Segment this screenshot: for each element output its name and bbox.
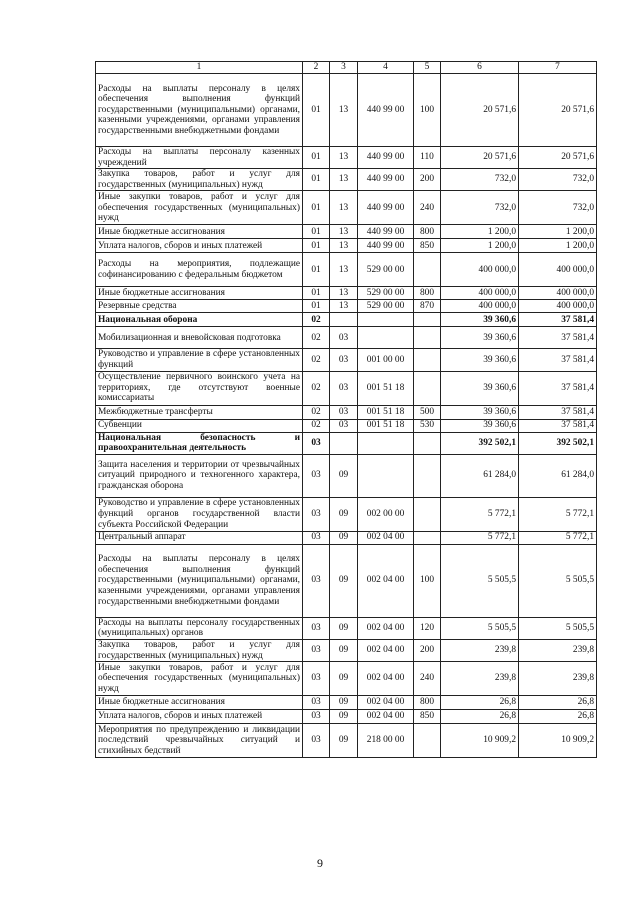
header-cell: 4 <box>358 62 414 74</box>
amount-col6: 5 772,1 <box>441 497 519 531</box>
amount-col6: 26,8 <box>441 696 519 710</box>
section-code: 03 <box>303 710 330 724</box>
subsection-code: 13 <box>330 191 358 225</box>
row-name: Мероприятия по предупреждению и ликвидации последствий чрезвычайных ситуаций и стихийных бедствий <box>96 724 303 758</box>
row-name: Расходы на выплаты персоналу государственных (муниципальных) органов <box>96 617 303 639</box>
row-name: Субвенции <box>96 419 303 432</box>
subsection-code: 13 <box>330 147 358 169</box>
target-article-code: 440 99 00 <box>358 169 414 191</box>
header-cell: 7 <box>519 62 597 74</box>
row-name: Расходы на выплаты персоналу казенных учреждений <box>96 147 303 169</box>
section-code: 03 <box>303 544 330 617</box>
amount-col7: 5 772,1 <box>519 531 597 544</box>
subsection-code: 13 <box>330 225 358 239</box>
amount-col7: 37 581,4 <box>519 371 597 405</box>
section-code: 01 <box>303 239 330 253</box>
subsection-code: 09 <box>330 724 358 758</box>
table-row <box>96 724 597 758</box>
row-name: Закупка товаров, работ и услуг для государственных (муниципальных) нужд <box>96 169 303 191</box>
row-name: Межбюджетные трансферты <box>96 405 303 419</box>
subsection-code: 09 <box>330 454 358 497</box>
amount-col6: 239,8 <box>441 639 519 661</box>
target-article-code: 440 99 00 <box>358 239 414 253</box>
target-article-code: 002 04 00 <box>358 544 414 617</box>
table-row <box>96 313 597 327</box>
expense-type-code: 800 <box>414 225 441 239</box>
target-article-code: 529 00 00 <box>358 300 414 313</box>
subsection-code <box>330 432 358 454</box>
row-name: Национальная безопасность и правоохранительная деятельность <box>96 432 303 454</box>
amount-col7: 26,8 <box>519 710 597 724</box>
target-article-code: 440 99 00 <box>358 191 414 225</box>
row-name: Национальная оборона <box>96 313 303 327</box>
amount-col6: 39 360,6 <box>441 313 519 327</box>
table-row <box>96 405 597 419</box>
expense-type-code: 500 <box>414 405 441 419</box>
section-code: 02 <box>303 371 330 405</box>
amount-col6: 20 571,6 <box>441 147 519 169</box>
expense-type-code <box>414 531 441 544</box>
table-row <box>96 300 597 313</box>
subsection-code: 13 <box>330 300 358 313</box>
row-name: Резервные средства <box>96 300 303 313</box>
subsection-code: 03 <box>330 405 358 419</box>
amount-col6: 10 909,2 <box>441 724 519 758</box>
row-name: Осуществление первичного воинского учета на территориях, где отсутствуют военные комиссариаты <box>96 371 303 405</box>
row-name: Иные бюджетные ассигнования <box>96 225 303 239</box>
target-article-code: 001 51 18 <box>358 419 414 432</box>
section-code: 03 <box>303 662 330 696</box>
expense-type-code: 800 <box>414 696 441 710</box>
amount-col6: 61 284,0 <box>441 454 519 497</box>
table-row <box>96 617 597 639</box>
section-code: 01 <box>303 225 330 239</box>
subsection-code: 03 <box>330 419 358 432</box>
table-row <box>96 239 597 253</box>
amount-col6: 732,0 <box>441 191 519 225</box>
expense-type-code: 100 <box>414 74 441 147</box>
amount-col6: 5 505,5 <box>441 617 519 639</box>
row-name: Иные закупки товаров, работ и услуг для обеспечения государственных (муниципальных) нужд <box>96 662 303 696</box>
section-code: 02 <box>303 327 330 349</box>
row-name: Иные закупки товаров, работ и услуг для обеспечения государственных (муниципальных) нужд <box>96 191 303 225</box>
section-code: 02 <box>303 313 330 327</box>
target-article-code: 529 00 00 <box>358 253 414 287</box>
expense-type-code: 850 <box>414 710 441 724</box>
amount-col6: 39 360,6 <box>441 349 519 371</box>
subsection-code: 09 <box>330 662 358 696</box>
table-row <box>96 147 597 169</box>
target-article-code: 002 04 00 <box>358 662 414 696</box>
section-code: 01 <box>303 300 330 313</box>
section-code: 02 <box>303 419 330 432</box>
subsection-code: 13 <box>330 253 358 287</box>
expense-type-code <box>414 371 441 405</box>
amount-col6: 732,0 <box>441 169 519 191</box>
amount-col6: 5 505,5 <box>441 544 519 617</box>
expense-type-code: 240 <box>414 662 441 696</box>
expense-type-code: 120 <box>414 617 441 639</box>
table-row <box>96 287 597 300</box>
subsection-code: 09 <box>330 710 358 724</box>
section-code: 01 <box>303 74 330 147</box>
table-row <box>96 454 597 497</box>
section-code: 03 <box>303 724 330 758</box>
expense-type-code <box>414 724 441 758</box>
budget-table <box>95 61 597 758</box>
amount-col7: 239,8 <box>519 662 597 696</box>
table-row <box>96 544 597 617</box>
amount-col6: 1 200,0 <box>441 225 519 239</box>
subsection-code: 03 <box>330 371 358 405</box>
amount-col7: 37 581,4 <box>519 419 597 432</box>
section-code: 02 <box>303 405 330 419</box>
header-cell: 1 <box>96 62 303 74</box>
amount-col6: 400 000,0 <box>441 300 519 313</box>
expense-type-code <box>414 497 441 531</box>
section-code: 03 <box>303 639 330 661</box>
amount-col6: 392 502,1 <box>441 432 519 454</box>
table-body <box>96 62 597 758</box>
expense-type-code: 110 <box>414 147 441 169</box>
amount-col7: 400 000,0 <box>519 287 597 300</box>
amount-col7: 5 505,5 <box>519 544 597 617</box>
page-number: 9 <box>317 856 323 870</box>
target-article-code: 002 04 00 <box>358 696 414 710</box>
amount-col6: 400 000,0 <box>441 287 519 300</box>
row-name: Уплата налогов, сборов и иных платежей <box>96 710 303 724</box>
table-row <box>96 371 597 405</box>
subsection-code <box>330 313 358 327</box>
table-row <box>96 169 597 191</box>
header-cell: 5 <box>414 62 441 74</box>
expense-type-code <box>414 313 441 327</box>
amount-col6: 1 200,0 <box>441 239 519 253</box>
row-name: Иные бюджетные ассигнования <box>96 696 303 710</box>
amount-col7: 392 502,1 <box>519 432 597 454</box>
table-row <box>96 696 597 710</box>
target-article-code: 002 04 00 <box>358 531 414 544</box>
table-row <box>96 432 597 454</box>
target-article-code <box>358 313 414 327</box>
subsection-code: 09 <box>330 544 358 617</box>
amount-col7: 20 571,6 <box>519 74 597 147</box>
header-cell: 2 <box>303 62 330 74</box>
expense-type-code <box>414 327 441 349</box>
target-article-code: 002 00 00 <box>358 497 414 531</box>
expense-type-code <box>414 253 441 287</box>
subsection-code: 09 <box>330 639 358 661</box>
row-name: Уплата налогов, сборов и иных платежей <box>96 239 303 253</box>
header-cell: 6 <box>441 62 519 74</box>
target-article-code: 440 99 00 <box>358 74 414 147</box>
target-article-code: 002 04 00 <box>358 617 414 639</box>
target-article-code: 529 00 00 <box>358 287 414 300</box>
subsection-code: 13 <box>330 287 358 300</box>
expense-type-code: 870 <box>414 300 441 313</box>
amount-col7: 400 000,0 <box>519 300 597 313</box>
target-article-code: 001 51 18 <box>358 371 414 405</box>
subsection-code: 09 <box>330 531 358 544</box>
amount-col6: 20 571,6 <box>441 74 519 147</box>
amount-col7: 239,8 <box>519 639 597 661</box>
header-cell: 3 <box>330 62 358 74</box>
amount-col7: 26,8 <box>519 696 597 710</box>
expense-type-code <box>414 454 441 497</box>
expense-type-code <box>414 349 441 371</box>
section-code: 01 <box>303 191 330 225</box>
amount-col7: 5 772,1 <box>519 497 597 531</box>
row-name: Иные бюджетные ассигнования <box>96 287 303 300</box>
target-article-code <box>358 432 414 454</box>
table-row <box>96 191 597 225</box>
table-row <box>96 225 597 239</box>
subsection-code: 09 <box>330 497 358 531</box>
amount-col7: 61 284,0 <box>519 454 597 497</box>
target-article-code: 440 99 00 <box>358 147 414 169</box>
amount-col7: 37 581,4 <box>519 349 597 371</box>
expense-type-code: 850 <box>414 239 441 253</box>
section-code: 01 <box>303 147 330 169</box>
section-code: 02 <box>303 349 330 371</box>
subsection-code: 09 <box>330 696 358 710</box>
row-name: Расходы на выплаты персоналу в целях обеспечения выполнения функций государственными (муниципальными) органами, казенными учреждениями, органами управления государственными внебюджетными фондами <box>96 74 303 147</box>
row-name: Мобилизационная и вневойсковая подготовка <box>96 327 303 349</box>
target-article-code: 002 04 00 <box>358 710 414 724</box>
target-article-code: 218 00 00 <box>358 724 414 758</box>
target-article-code: 001 51 18 <box>358 405 414 419</box>
expense-type-code: 200 <box>414 639 441 661</box>
amount-col6: 239,8 <box>441 662 519 696</box>
table-row <box>96 327 597 349</box>
section-code: 01 <box>303 287 330 300</box>
target-article-code: 002 04 00 <box>358 639 414 661</box>
table-row <box>96 74 597 147</box>
amount-col6: 39 360,6 <box>441 371 519 405</box>
amount-col7: 1 200,0 <box>519 239 597 253</box>
table-row <box>96 497 597 531</box>
section-code: 03 <box>303 531 330 544</box>
amount-col7: 1 200,0 <box>519 225 597 239</box>
section-code: 03 <box>303 617 330 639</box>
target-article-code <box>358 454 414 497</box>
header-row <box>96 62 597 74</box>
section-code: 03 <box>303 497 330 531</box>
row-name: Расходы на мероприятия, подлежащие софинансированию с федеральным бюджетом <box>96 253 303 287</box>
amount-col6: 400 000,0 <box>441 253 519 287</box>
target-article-code: 440 99 00 <box>358 225 414 239</box>
amount-col6: 5 772,1 <box>441 531 519 544</box>
section-code: 01 <box>303 169 330 191</box>
subsection-code: 03 <box>330 327 358 349</box>
amount-col6: 39 360,6 <box>441 327 519 349</box>
amount-col6: 39 360,6 <box>441 419 519 432</box>
expense-type-code: 530 <box>414 419 441 432</box>
amount-col7: 10 909,2 <box>519 724 597 758</box>
subsection-code: 13 <box>330 239 358 253</box>
row-name: Центральный аппарат <box>96 531 303 544</box>
row-name: Расходы на выплаты персоналу в целях обеспечения выполнения функций государственными (муниципальными) органами, казенными учреждениями, органами управления государственными внебюджетными фондами <box>96 544 303 617</box>
table-row <box>96 662 597 696</box>
amount-col6: 26,8 <box>441 710 519 724</box>
amount-col7: 20 571,6 <box>519 147 597 169</box>
subsection-code: 13 <box>330 169 358 191</box>
section-code: 03 <box>303 454 330 497</box>
table-row <box>96 531 597 544</box>
amount-col7: 400 000,0 <box>519 253 597 287</box>
table-row <box>96 639 597 661</box>
expense-type-code: 100 <box>414 544 441 617</box>
target-article-code <box>358 327 414 349</box>
target-article-code: 001 00 00 <box>358 349 414 371</box>
table-row <box>96 349 597 371</box>
subsection-code: 03 <box>330 349 358 371</box>
amount-col7: 732,0 <box>519 169 597 191</box>
subsection-code: 09 <box>330 617 358 639</box>
row-name: Руководство и управление в сфере установленных функций <box>96 349 303 371</box>
section-code: 03 <box>303 432 330 454</box>
expense-type-code: 800 <box>414 287 441 300</box>
amount-col7: 37 581,4 <box>519 405 597 419</box>
amount-col6: 39 360,6 <box>441 405 519 419</box>
table-row <box>96 419 597 432</box>
subsection-code: 13 <box>330 74 358 147</box>
amount-col7: 5 505,5 <box>519 617 597 639</box>
row-name: Руководство и управление в сфере установленных функций органов государственной власти субъекта Российской Федерации <box>96 497 303 531</box>
amount-col7: 732,0 <box>519 191 597 225</box>
row-name: Защита населения и территории от чрезвычайных ситуаций природного и техногенного характера, гражданская оборона <box>96 454 303 497</box>
row-name: Закупка товаров, работ и услуг для государственных (муниципальных) нужд <box>96 639 303 661</box>
section-code: 01 <box>303 253 330 287</box>
table-row <box>96 710 597 724</box>
expense-type-code: 200 <box>414 169 441 191</box>
amount-col7: 37 581,4 <box>519 313 597 327</box>
amount-col7: 37 581,4 <box>519 327 597 349</box>
expense-type-code: 240 <box>414 191 441 225</box>
table-row <box>96 253 597 287</box>
section-code: 03 <box>303 696 330 710</box>
expense-type-code <box>414 432 441 454</box>
